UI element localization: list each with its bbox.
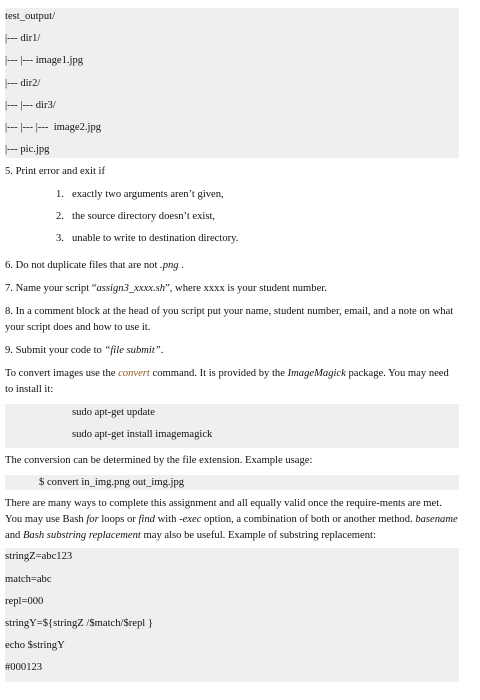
error-item: 2. the source directory doesn’t exist, — [56, 211, 216, 222]
error-item: 1. exactly two arguments aren’t given, — [56, 189, 224, 200]
tree-line: |--- |--- image1.jpg — [5, 55, 84, 67]
example-usage-block — [5, 475, 459, 490]
code-line: #000123 — [5, 662, 43, 674]
install-command: sudo apt-get install imagemagick — [72, 429, 213, 441]
item-9: 9. Submit your code to “file submit”. — [5, 345, 164, 356]
install-command: sudo apt-get update — [72, 407, 155, 418]
install-commands-block — [5, 404, 459, 448]
document-page — [5, 8, 459, 682]
tree-line: |--- dir2/ — [5, 77, 41, 89]
item-8: 8. In a comment block at the head of you script put your name, student number, email, and a note on what your script does and how to use it. — [5, 306, 454, 333]
substring-example-block — [5, 548, 459, 681]
ways-paragraph: There are many ways to complete this assignment and all equally valid once the require-ments are met. You may use Bash for loops or find with -exec option, a combination of both or another method. basename and Bash substring replacement may also be useful. Example of substring replacement: — [5, 498, 458, 542]
conversion-note: The conversion can be determined by the file extension. Example usage: — [5, 455, 313, 467]
convert-paragraph: To convert images use the convert command. It is provided by the ImageMagick package. You may need to install it: — [5, 368, 449, 395]
item-5: 5. Print error and exit if — [5, 166, 106, 177]
tree-line: |--- |--- |--- image2.jpg — [5, 121, 102, 133]
tree-line: test_output/ — [5, 11, 56, 22]
code-line: echo $stringY — [5, 640, 65, 652]
item-7: 7. Name your script “assign3_xxxx.sh”, where xxxx is your student number. — [5, 283, 327, 294]
tree-line: |--- |--- dir3/ — [5, 99, 56, 111]
code-line: stringZ=abc123 — [5, 551, 73, 563]
code-line: stringY=${stringZ /$match/$repl } — [5, 617, 153, 629]
error-item: 3. unable to write to destination directory. — [56, 233, 239, 244]
code-line: match=abc — [5, 573, 52, 585]
code-line: repl=000 — [5, 595, 44, 607]
tree-line: |--- pic.jpg — [5, 144, 50, 156]
directory-tree-block — [5, 8, 459, 158]
tree-line: |--- dir1/ — [5, 33, 41, 45]
item-6: 6. Do not duplicate files that are not .png . — [5, 260, 184, 271]
example-command: $ convert in_img.png out_img.jpg — [39, 477, 185, 489]
error-list — [5, 186, 459, 252]
